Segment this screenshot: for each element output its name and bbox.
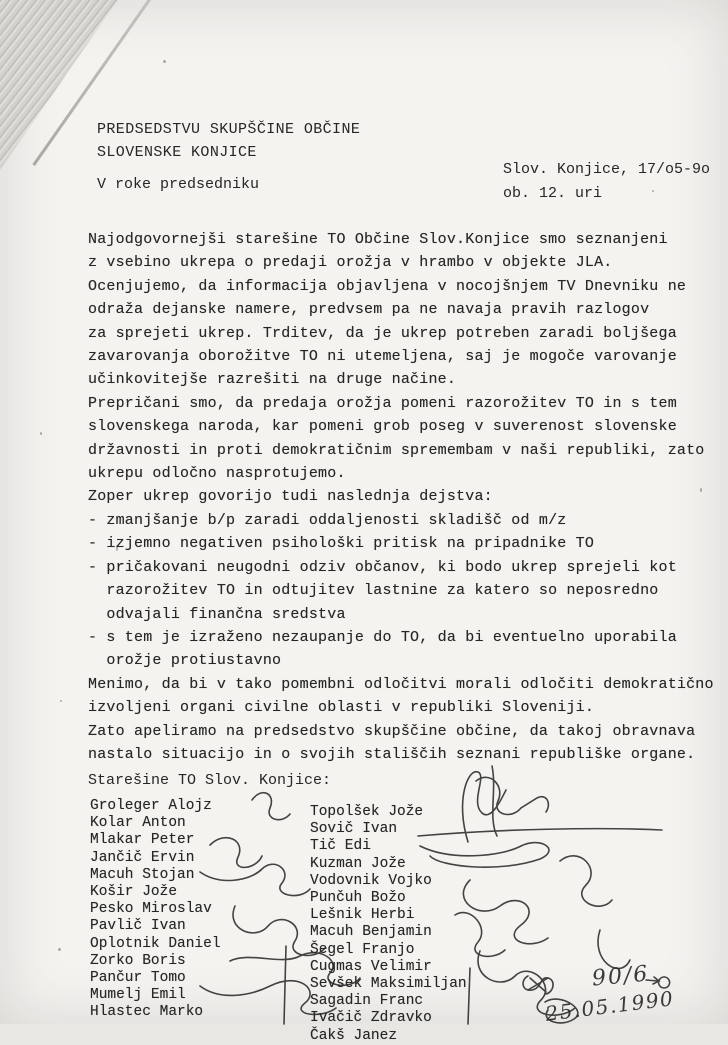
body-line: Najodgovornejši starešine TO Občine Slov.Konjice smo seznanjeni (88, 231, 668, 248)
scan-speck (163, 60, 166, 63)
signatory-name: Tič Edi (310, 838, 371, 855)
signatory-name: Topolšek Jože (310, 804, 424, 820)
body-line: Zato apeliramo na predsedstvo skupščine občine, da takoj obravnava (88, 722, 696, 740)
time-line: ob. 12. uri (503, 185, 603, 202)
body-line: za sprejeti ukrep. Trditev, da je ukrep potreben zaradi boljšega (88, 324, 677, 342)
body-line: - zmanjšanje b/p zaradi oddaljenosti skladišč od m/z (88, 511, 567, 529)
scan-speck (40, 432, 42, 435)
body-line: Menimo, da bi v tako pomembni odločitvi morali odločiti demokratično (88, 675, 714, 693)
signatory-name: Zorko Boris (90, 952, 186, 969)
handwritten-date-note: 25.05.1990 (544, 986, 676, 1026)
scan-speck (58, 948, 61, 951)
signatory-name: Čakš Janez (310, 1027, 398, 1044)
body-line: - pričakovani neugodni odziv občanov, ki bodo ukrep sprejeli kot (88, 558, 677, 576)
signatory-name: Macuh Stojan (90, 866, 195, 883)
place-date-line: Slov. Konjice, 17/o5-9o (503, 161, 711, 178)
signatory-name: Sevšek Maksimiljan (310, 976, 467, 993)
signatory-name: Sovič Ivan (310, 821, 398, 838)
body-line: z vsebino ukrepa o predaji orožja v hrambo v objekte JLA. (88, 254, 613, 272)
signatory-name: Hlastec Marko (90, 1004, 204, 1021)
body-line: Prepričani smo, da predaja orožja pomeni razorožitev TO in s tem (88, 394, 677, 412)
signatory-name: Lešnik Herbi (310, 907, 415, 924)
body-line: odvajali finančna sredstva (88, 605, 346, 623)
attention-line: V roke predsedniku (97, 176, 260, 193)
body-line: nastalo situacijo in o svojih stališčih seznani republiške organe. (88, 745, 696, 763)
signatory-name: Šegel Franjo (310, 941, 415, 958)
body-line: ukrepu odločno nasprotujemo. (88, 465, 346, 483)
body-line: odraža dejanske namere, predvsem pa ne navaja pravih razlogov (88, 301, 650, 319)
body-line: izvoljeni organi civilne oblasti v republiki Sloveniji. (88, 699, 595, 717)
signatory-name: Groleger Alojz (90, 798, 212, 814)
body-line: slovenskega naroda, kar pomeni grob poseg v suverenost slovenske (88, 418, 677, 436)
signatory-name: Pančur Tomo (90, 970, 186, 987)
body-line: Ocenjujemo, da informacija objavljena v nocojšnjem TV Dnevniku ne (88, 277, 687, 295)
signatory-name: Sagadin Franc (310, 993, 424, 1010)
signatory-name: Mlakar Peter (90, 832, 195, 849)
signatory-name: Macuh Benjamin (310, 924, 432, 941)
body-line: zavarovanja oborožitve TO ni utemeljena, saj je mogoče varovanje (88, 348, 677, 366)
signatory-name: Pavlič Ivan (90, 918, 186, 935)
recipient-line-2: SLOVENSKE KONJICE (97, 144, 257, 161)
signatory-name: Kuzman Jože (310, 855, 406, 872)
letter-body (88, 228, 714, 766)
signatories-heading: Starešine TO Slov. Konjice: (88, 772, 332, 789)
body-line: - izjemno negativen psihološki pritisk na pripadnike TO (88, 535, 595, 553)
body-line: učinkovitejše razrešiti na druge načine. (88, 371, 457, 389)
body-line: - s tem je izraženo nezaupanje do TO, da bi eventuelno uporabila (88, 628, 677, 646)
signatory-name: Košir Jože (90, 884, 178, 901)
signatories-left-column (90, 798, 221, 1022)
signatory-name: Mumelj Emil (90, 987, 186, 1004)
signatory-name: Pesko Miroslav (90, 901, 212, 918)
signatory-name: Oplotnik Daniel (90, 935, 221, 952)
signatory-name: Cugmas Velimir (310, 958, 432, 975)
signatory-name: Ivačič Zdravko (310, 1010, 432, 1027)
signatory-name: Jančič Ervin (90, 849, 195, 866)
scan-speck (60, 700, 62, 702)
signatory-name: Vodovnik Vojko (310, 872, 432, 889)
signatory-name: Kolar Anton (90, 815, 186, 832)
body-line: orožje protiustavno (88, 652, 282, 670)
dateline-block (503, 158, 710, 206)
recipient-block (97, 118, 360, 164)
signatories-right-column (310, 804, 467, 1045)
body-line: državnosti in proti demokratičnim spremembam v naši republiki, zato (88, 441, 705, 459)
recipient-line-1: PREDSEDSTVU SKUPŠČINE OBČINE (97, 121, 361, 138)
handwritten-file-number: 90/6 (591, 961, 651, 992)
signatory-name: Punčuh Božo (310, 890, 406, 907)
body-line: razorožitev TO in odtujitev lastnine za katero so neposredno (88, 582, 659, 600)
body-line: Zoper ukrep govorijo tudi naslednja dejstva: (88, 488, 493, 506)
